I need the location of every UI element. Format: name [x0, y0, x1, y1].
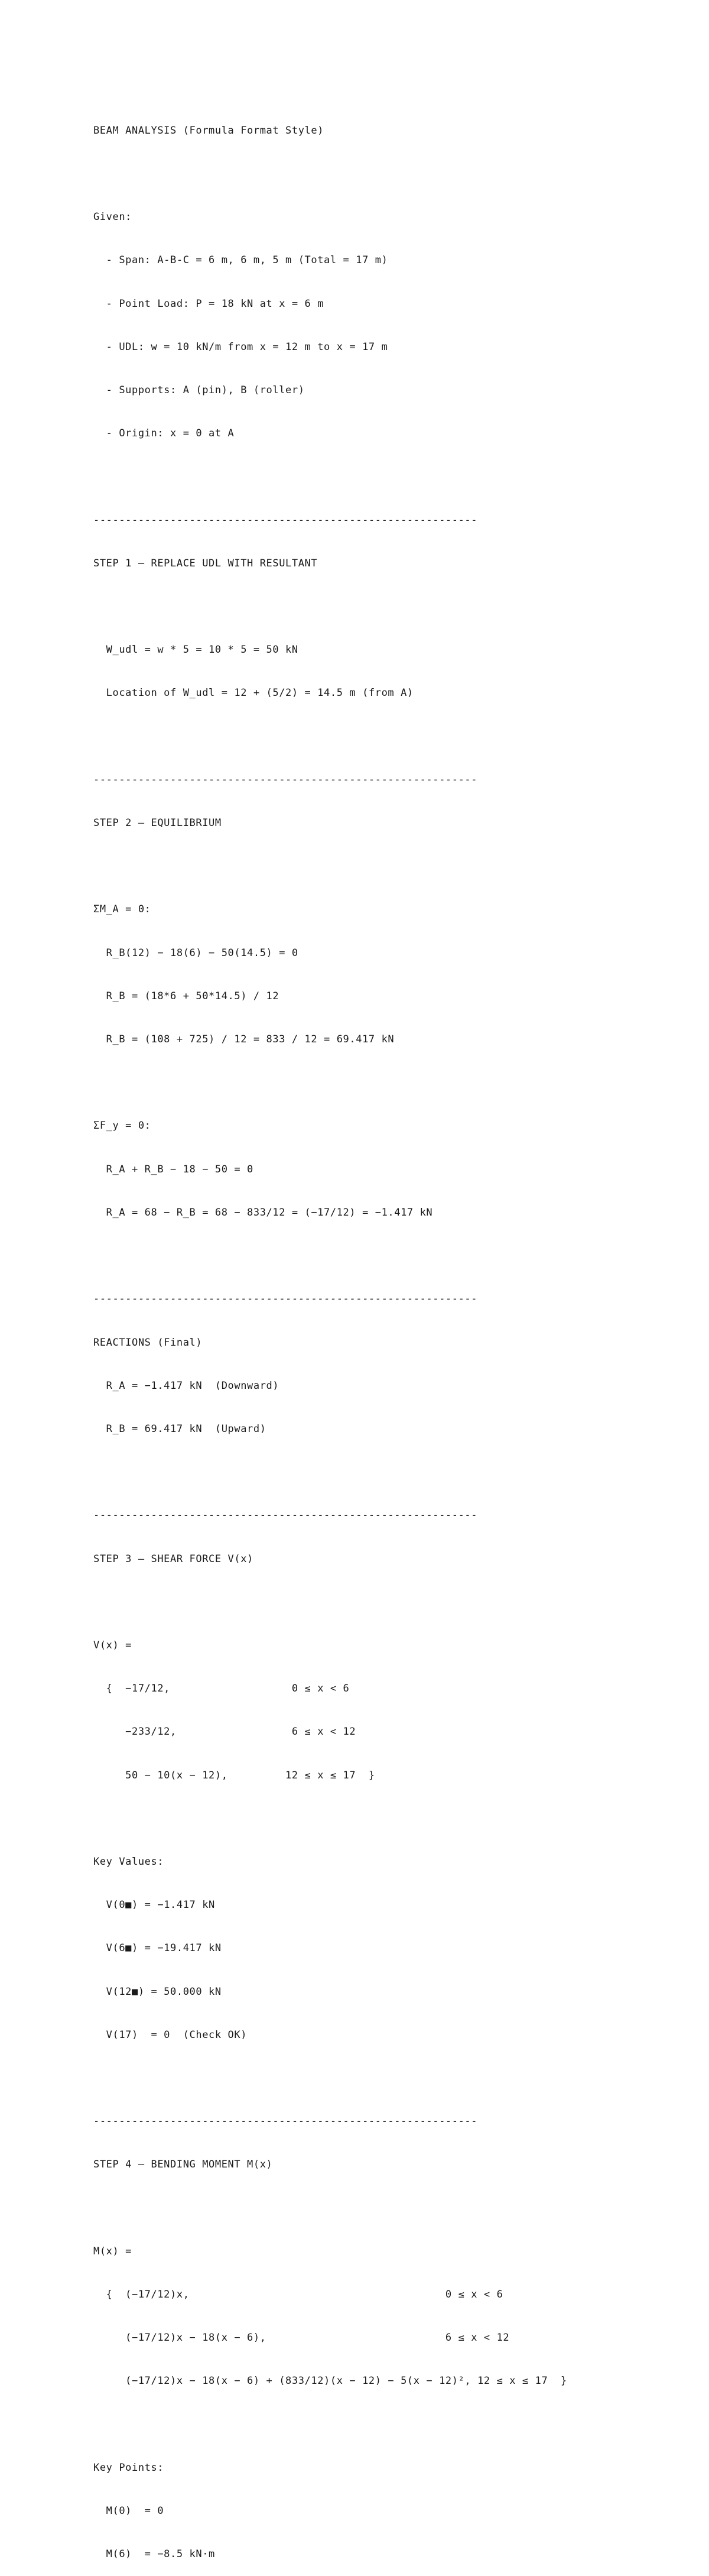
moment-equation-heading: ΣM_A = 0:	[93, 903, 151, 916]
blank-line	[93, 1249, 684, 1263]
moment-equation-line: R_B = (18*6 + 50*14.5) / 12	[93, 990, 279, 1002]
blank-line	[93, 2071, 684, 2085]
given-heading: Given:	[93, 211, 132, 223]
divider: ------------------------------------------------------------	[93, 2115, 478, 2128]
blank-line	[93, 2418, 684, 2432]
key-value: V(17) = 0 (Check OK)	[93, 2029, 248, 2041]
key-points-heading: Key Points:	[93, 2461, 164, 2474]
key-point: M(0) = 0	[93, 2504, 164, 2517]
shear-piece: −233/12, 6 ≤ x < 12	[93, 1726, 356, 1738]
moment-equation-line: R_B(12) − 18(6) − 50(14.5) = 0	[93, 947, 298, 959]
blank-line	[93, 1465, 684, 1479]
given-udl: - UDL: w = 10 kN/m from x = 12 m to x = 17 m	[93, 341, 388, 353]
step3-heading: STEP 3 — SHEAR FORCE V(x)	[93, 1553, 253, 1565]
given-point-load: - Point Load: P = 18 kN at x = 6 m	[93, 297, 324, 310]
step2-heading: STEP 2 — EQUILIBRIUM	[93, 817, 222, 829]
blank-line	[93, 1075, 684, 1090]
step1-heading: STEP 1 — REPLACE UDL WITH RESULTANT	[93, 557, 318, 569]
divider: ------------------------------------------------------------	[93, 773, 478, 786]
blank-line	[93, 600, 684, 614]
blank-line	[93, 730, 684, 744]
force-equation-line: R_A = 68 − R_B = 68 − 833/12 = (−17/12) = −1.417 kN	[93, 1206, 433, 1219]
shear-function-heading: V(x) =	[93, 1639, 132, 1651]
reaction-a: R_A = −1.417 kN (Downward)	[93, 1379, 279, 1392]
key-value: V(0■) = −1.417 kN	[93, 1899, 215, 1911]
moment-piece: (−17/12)x − 18(x − 6) + (833/12)(x − 12) − 5(x − 12)², 12 ≤ x ≤ 17 }	[93, 2375, 567, 2387]
blank-line	[93, 1595, 684, 1609]
step1-resultant: W_udl = w * 5 = 10 * 5 = 50 kN	[93, 644, 298, 656]
divider: ------------------------------------------------------------	[93, 514, 478, 526]
blank-line	[93, 2201, 684, 2215]
force-equation-heading: ΣF_y = 0:	[93, 1120, 151, 1132]
blank-line	[93, 469, 684, 484]
moment-equation-line: R_B = (108 + 725) / 12 = 833 / 12 = 69.417 kN	[93, 1033, 395, 1046]
key-value: V(6■) = −19.417 kN	[93, 1942, 222, 1955]
step1-location: Location of W_udl = 12 + (5/2) = 14.5 m (from A)	[93, 687, 414, 699]
reaction-b: R_B = 69.417 kN (Upward)	[93, 1423, 266, 1435]
blank-line	[93, 167, 684, 181]
key-values-heading: Key Values:	[93, 1855, 164, 1868]
shear-piece: { −17/12, 0 ≤ x < 6	[93, 1683, 350, 1695]
shear-piece: 50 − 10(x − 12), 12 ≤ x ≤ 17 }	[93, 1769, 375, 1781]
blank-line	[93, 1812, 684, 1826]
reactions-heading: REACTIONS (Final)	[93, 1336, 203, 1349]
given-origin: - Origin: x = 0 at A	[93, 427, 235, 440]
key-point: M(6) = −8.5 kN·m	[93, 2548, 215, 2561]
doc-title: BEAM ANALYSIS (Formula Format Style)	[93, 124, 324, 137]
key-value: V(12■) = 50.000 kN	[93, 1985, 222, 1998]
moment-piece: { (−17/12)x, 0 ≤ x < 6	[93, 2288, 503, 2300]
divider: ------------------------------------------------------------	[93, 1509, 478, 1522]
force-equation-line: R_A + R_B − 18 − 50 = 0	[93, 1163, 253, 1175]
blank-line	[93, 859, 684, 873]
document-body	[93, 95, 684, 2576]
given-span: - Span: A-B-C = 6 m, 6 m, 5 m (Total = 17 m)	[93, 254, 388, 267]
given-supports: - Supports: A (pin), B (roller)	[93, 384, 305, 397]
step4-heading: STEP 4 — BENDING MOMENT M(x)	[93, 2159, 273, 2171]
divider: ------------------------------------------------------------	[93, 1293, 478, 1305]
moment-function-heading: M(x) =	[93, 2245, 132, 2257]
moment-piece: (−17/12)x − 18(x − 6), 6 ≤ x < 12	[93, 2332, 510, 2344]
